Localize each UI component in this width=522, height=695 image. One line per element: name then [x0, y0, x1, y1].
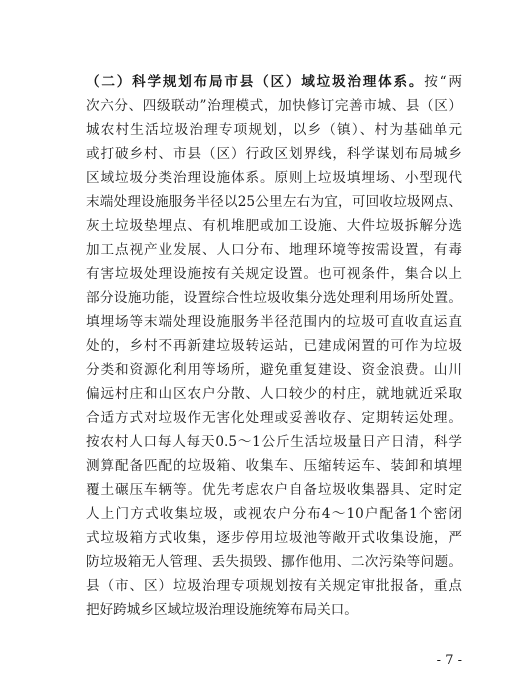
paragraph-line: 填埋场等末端处理设施服务半径范围内的垃圾可直收直运直: [86, 314, 462, 330]
paragraph-line: 人上门方式收集垃圾，或视农户分布4～10户配备1个密闭: [86, 506, 462, 522]
paragraph-line: 式垃圾箱方式收集，逐步停用垃圾池等敞开式收集设施，严: [86, 530, 462, 546]
paragraph-line: 处的，乡村不再新建垃圾转运站，已建成闲置的可作为垃圾: [86, 338, 462, 354]
paragraph-line: 区域垃圾分类治理设施体系。原则上垃圾填埋场、小型现代: [86, 170, 462, 186]
section-heading: （二）科学规划布局市县（区）域垃圾治理体系。: [86, 74, 425, 90]
paragraph-line: 次六分、四级联动”治理模式，加快修订完善市城、县（区）: [86, 98, 462, 114]
paragraph-line: 防垃圾箱无人管理、丢失损毁、挪作他用、二次污染等问题。: [86, 554, 462, 570]
paragraph-text: 按“两: [424, 74, 463, 90]
paragraph-line: 把好跨城乡区域垃圾治理设施统筹布局关口。: [86, 602, 358, 618]
paragraph-line: 测算配备匹配的垃圾箱、收集车、压缩转运车、装卸和填埋: [86, 458, 462, 474]
paragraph-line: 城农村生活垃圾治理专项规划，以乡（镇）、村为基础单元: [86, 122, 462, 138]
paragraph-line: 覆土碾压车辆等。优先考虑农户自备垃圾收集器具、定时定: [86, 482, 462, 498]
paragraph-line: 灰土垃圾垫埋点、有机堆肥或加工设施、大件垃圾拆解分选: [86, 218, 462, 234]
paragraph-line-1: [86, 70, 462, 94]
paragraph-line: 县（市、区）垃圾治理专项规划按有关规定审批报备，重点: [86, 578, 462, 594]
paragraph-line: 有害垃圾处理设施按有关规定设置。也可视条件，集合以上: [86, 266, 462, 282]
paragraph-line: 合适方式对垃圾作无害化处理或妥善收存、定期转运处理。: [86, 410, 462, 426]
paragraph-line: 部分设施功能，设置综合性垃圾收集分选处理利用场所处置。: [86, 290, 462, 306]
paragraph-line: 按农村人口每人每天0.5～1公斤生活垃圾量日产日清，科学: [86, 434, 462, 450]
paragraph-line: 或打破乡村、市县（区）行政区划界线，科学谋划布局城乡: [86, 146, 462, 162]
paragraph-line: 末端处理设施服务半径以25公里左右为宜，可回收垃圾网点、: [86, 194, 462, 210]
paragraph-line: 加工点视产业发展、人口分布、地理环境等按需设置，有毒: [86, 242, 462, 258]
paragraph-line: 偏远村庄和山区农户分散、人口较少的村庄，就地就近采取: [86, 386, 462, 402]
paragraph-line: 分类和资源化利用等场所，避免重复建设、资金浪费。山川: [86, 362, 462, 378]
page-number: - 7 -: [436, 653, 462, 668]
